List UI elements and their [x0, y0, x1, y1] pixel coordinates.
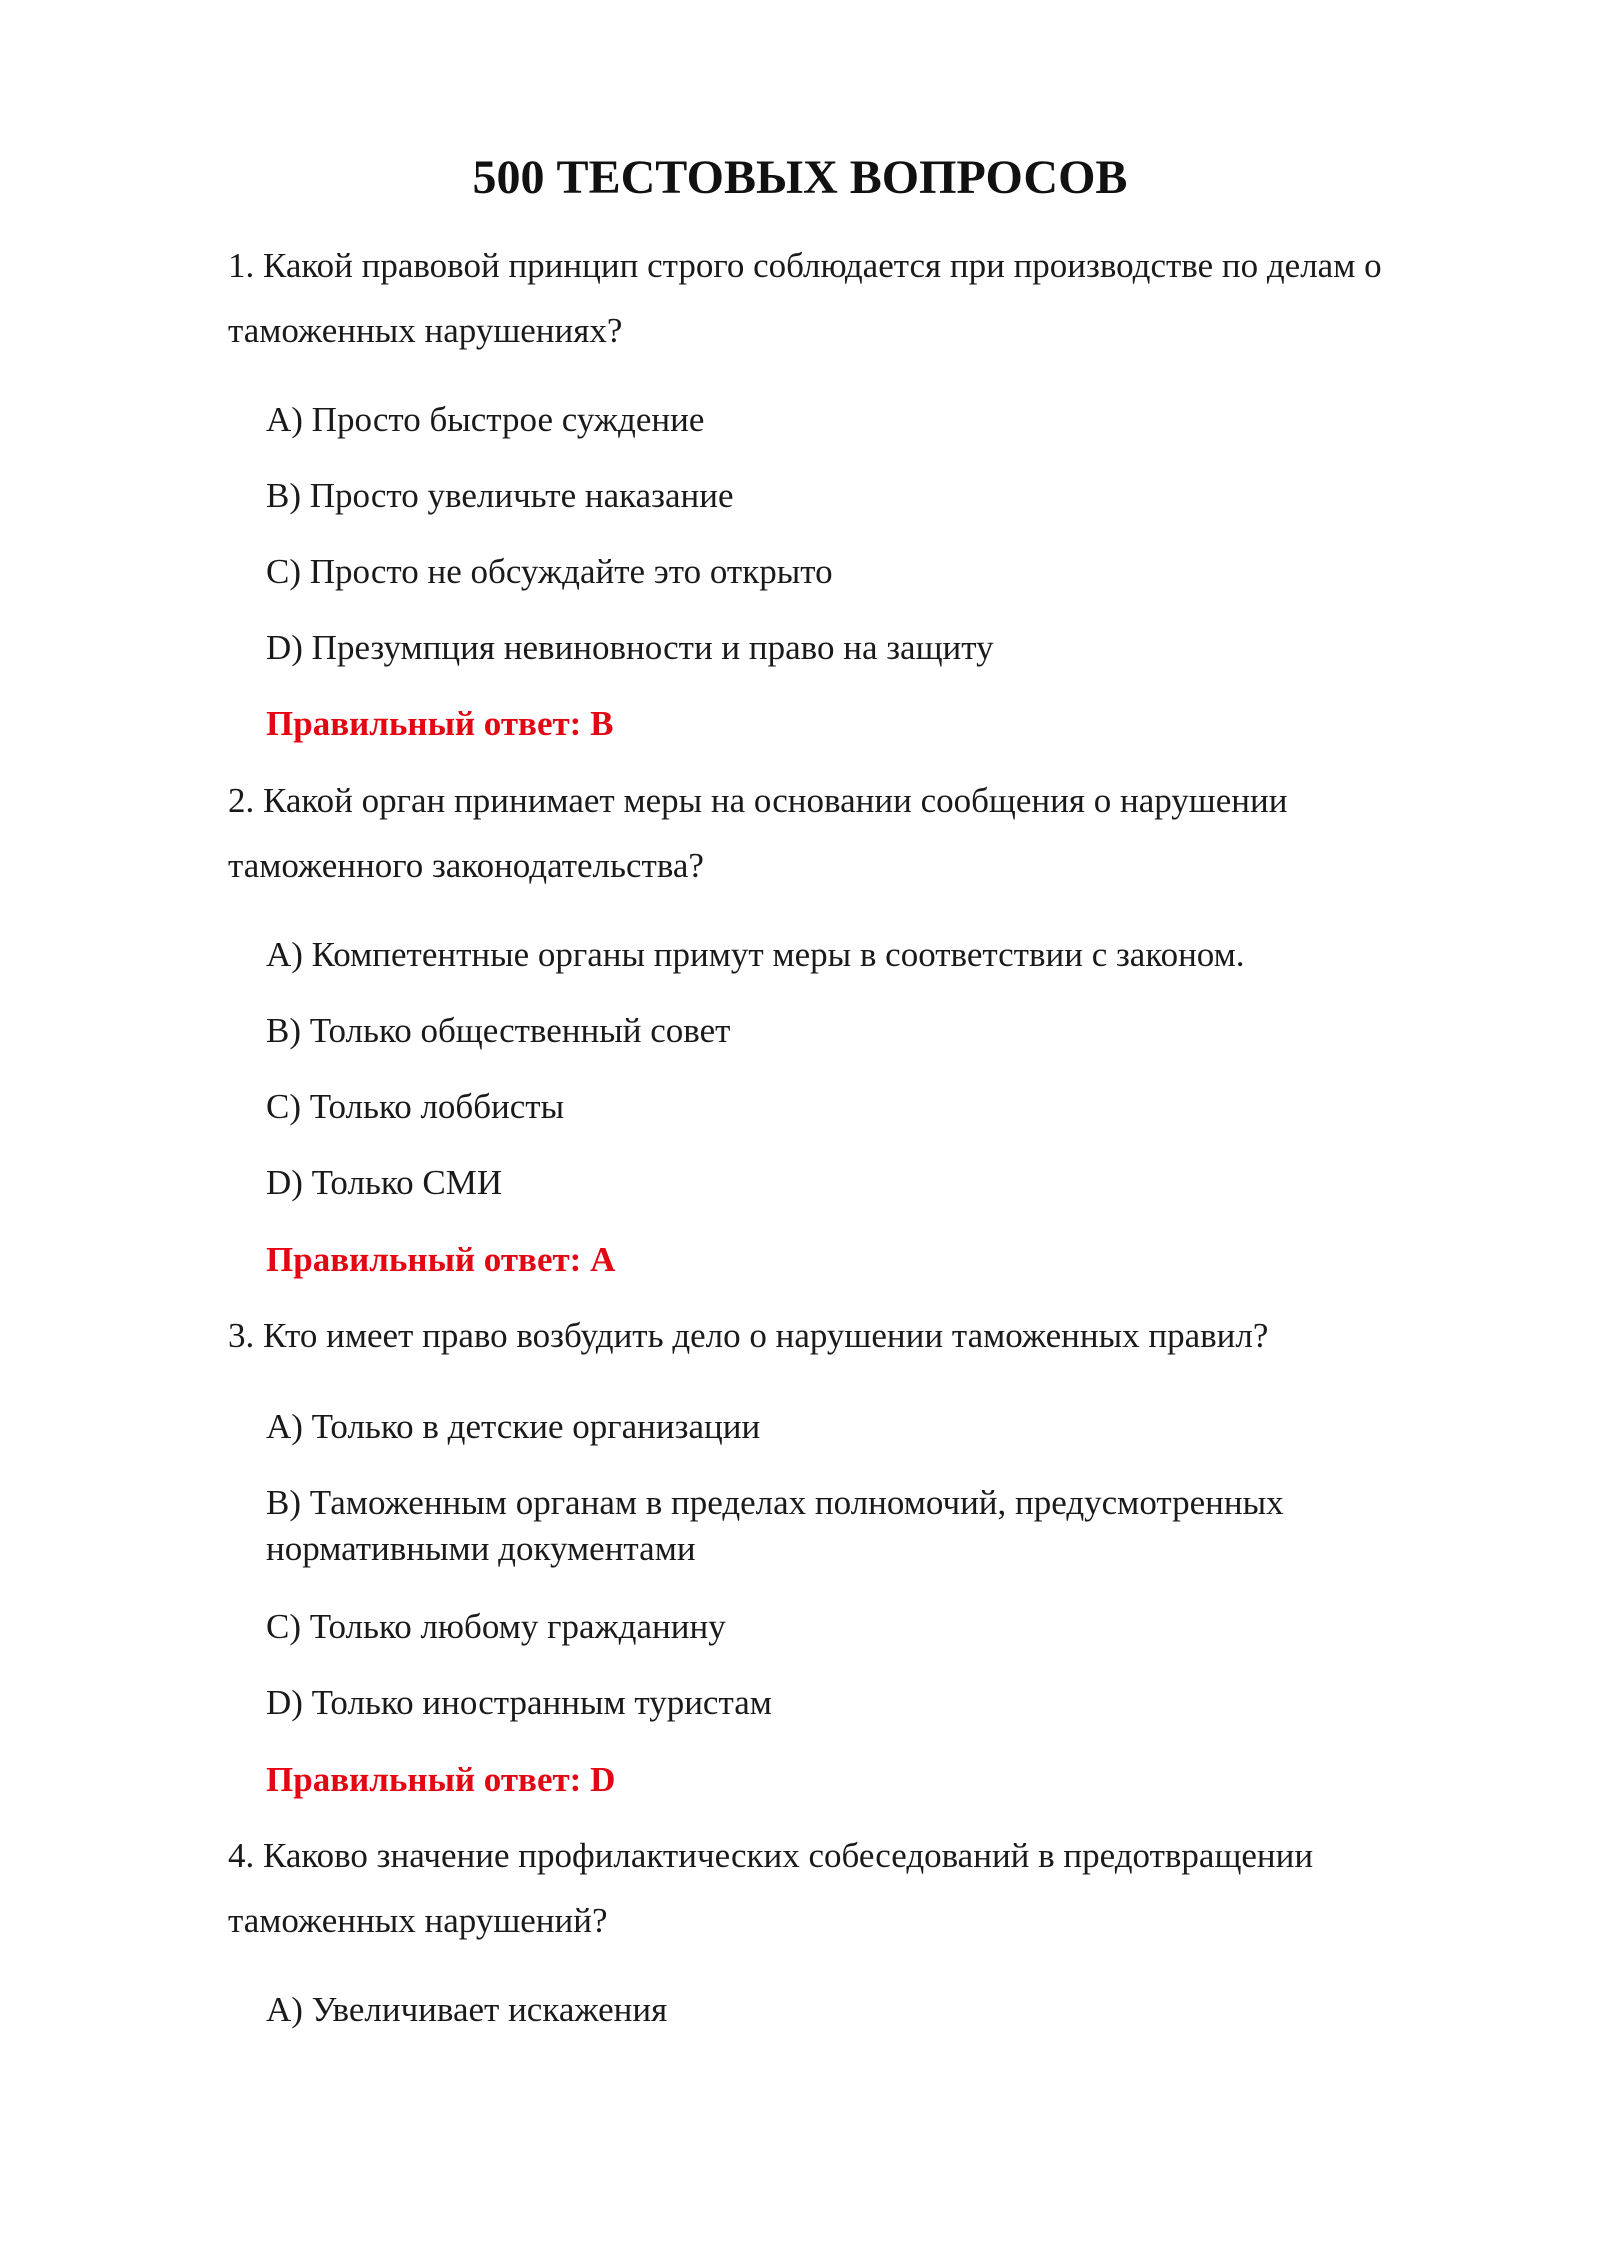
answer-letter: A: [590, 1240, 616, 1279]
answer-letter: B: [590, 704, 614, 743]
question-1-option-b: B) Просто увеличьте наказание: [266, 476, 734, 515]
question-1: 1. Какой правовой принцип строго соблюдается при производстве по делам о таможенных нарушениях?: [228, 246, 1382, 350]
answer-label: Правильный ответ:: [266, 1760, 591, 1799]
question-1-option-c: C) Просто не обсуждайте это открыто: [266, 552, 833, 591]
question-4-option-a: A) Увеличивает искажения: [266, 1990, 668, 2029]
document-title: 500 ТЕСТОВЫХ ВОПРОСОВ: [472, 151, 1128, 204]
question-1-option-a: A) Просто быстрое суждение: [266, 400, 705, 439]
question-2-option-d: D) Только СМИ: [266, 1163, 503, 1202]
question-1-correct-answer: [266, 701, 1466, 747]
question-3-option-a: A) Только в детские организации: [266, 1407, 761, 1446]
answer-label: Правильный ответ:: [266, 1240, 591, 1279]
question-2: 2. Какой орган принимает меры на основании сообщения о нарушении таможенного законодательства?: [228, 781, 1288, 885]
answer-label: Правильный ответ:: [266, 704, 591, 743]
question-3-option-b: B) Таможенным органам в пределах полномочий, предусмотренных нормативными документами: [266, 1483, 1284, 1568]
question-3-option-c: C) Только любому гражданину: [266, 1607, 726, 1646]
question-3-correct-answer: [266, 1757, 1466, 1803]
answer-letter: D: [590, 1760, 616, 1799]
question-2-option-a: A) Компетентные органы примут меры в соответствии с законом.: [266, 935, 1245, 974]
question-1-option-d: D) Презумпция невиновности и право на защиту: [266, 628, 994, 667]
question-3-option-d: D) Только иностранным туристам: [266, 1683, 772, 1722]
question-2-option-b: B) Только общественный совет: [266, 1011, 731, 1050]
question-2-correct-answer: [266, 1237, 1466, 1283]
question-2-option-c: C) Только лоббисты: [266, 1087, 565, 1126]
question-4: 4. Каково значение профилактических собеседований в предотвращении таможенных нарушений?: [228, 1836, 1314, 1940]
question-3: 3. Кто имеет право возбудить дело о нарушении таможенных правил?: [228, 1316, 1269, 1355]
